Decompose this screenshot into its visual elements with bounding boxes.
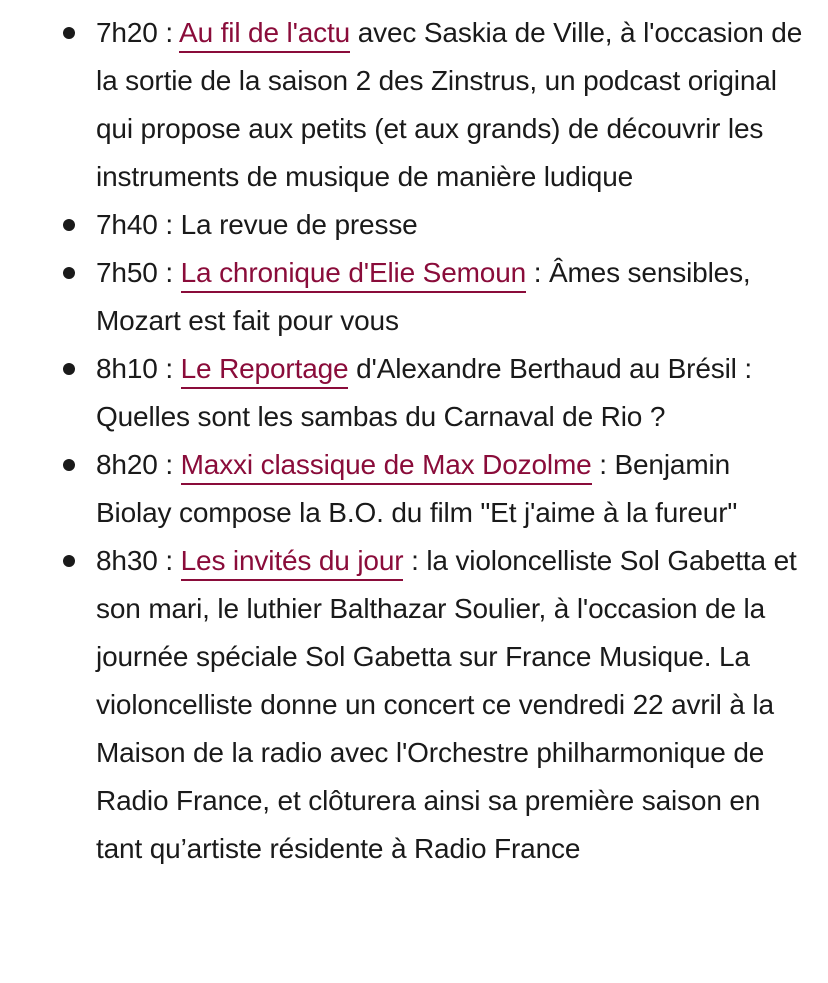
bullet-icon xyxy=(63,555,75,567)
program-link-chronique-elie-semoun[interactable]: La chronique d'Elie Semoun xyxy=(181,257,526,293)
item-description: : Âmes sensibles, Mozart est fait pour vous xyxy=(96,257,751,336)
schedule-time: 7h40 xyxy=(96,209,158,240)
bullet-icon xyxy=(63,363,75,375)
time-separator: : xyxy=(157,257,181,288)
program-link-au-fil-de-lactu[interactable]: Au fil de l'actu xyxy=(179,17,350,53)
time-separator: : xyxy=(157,17,180,48)
program-link-le-reportage[interactable]: Le Reportage xyxy=(181,353,349,389)
program-link-maxxi-classique[interactable]: Maxxi classique de Max Dozolme xyxy=(181,449,592,485)
bullet-icon xyxy=(63,267,75,279)
program-link-les-invites-du-jour[interactable]: Les invités du jour xyxy=(181,545,404,581)
program-schedule-list xyxy=(0,9,828,873)
schedule-time: 8h30 xyxy=(96,545,158,576)
item-description: La revue de presse xyxy=(180,209,418,240)
schedule-time: 8h20 xyxy=(96,449,158,480)
schedule-item-8h20 xyxy=(0,441,828,537)
time-separator: : xyxy=(157,545,181,576)
item-description: : la violoncelliste Sol Gabetta et son mari, le luthier Balthazar Soulier, à l'occasion de la journée spéciale Sol Gabetta sur France Musique. La violoncelliste donne un concert ce vendredi 22 avril à la Maison de la radio avec l'Orchestre philharmonique de Radio France, et clôturera ainsi sa première saison en tant qu’artiste résidente à Radio France xyxy=(96,545,797,864)
schedule-item-8h30 xyxy=(0,537,828,873)
schedule-item-8h10 xyxy=(0,345,828,441)
schedule-item-7h50 xyxy=(0,249,828,345)
item-description: : Benjamin Biolay compose la B.O. du film "Et j'aime à la fureur" xyxy=(96,449,738,528)
item-description: avec Saskia de Ville, à l'occasion de la sortie de la saison 2 des Zinstrus, un podcast original qui propose aux petits (et aux grands) de découvrir les instruments de musique de manière ludique xyxy=(96,17,803,192)
time-separator: : xyxy=(157,209,181,240)
item-description: d'Alexandre Berthaud au Brésil : Quelles sont les sambas du Carnaval de Rio ? xyxy=(96,353,753,432)
schedule-time: 8h10 xyxy=(96,353,158,384)
schedule-time: 7h20 xyxy=(96,17,158,48)
bullet-icon xyxy=(63,27,75,39)
schedule-item-7h20 xyxy=(0,9,828,201)
bullet-icon xyxy=(63,219,75,231)
bullet-icon xyxy=(63,459,75,471)
time-separator: : xyxy=(157,353,181,384)
schedule-time: 7h50 xyxy=(96,257,158,288)
schedule-item-7h40 xyxy=(0,201,828,249)
time-separator: : xyxy=(157,449,181,480)
